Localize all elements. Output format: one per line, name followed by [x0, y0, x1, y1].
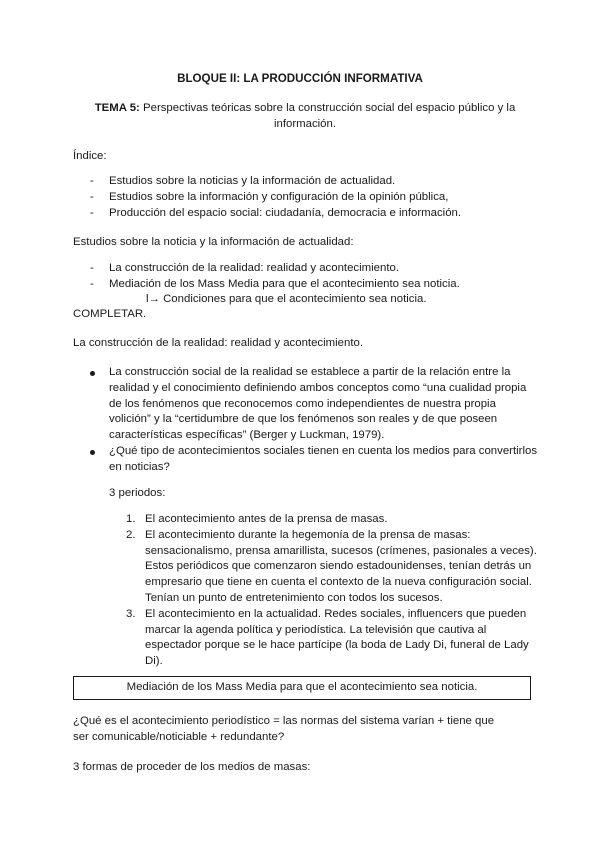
periods-label: 3 periodos: [109, 487, 166, 499]
bullet-item: La construcción social de la realidad se establece a partir de la relación entre la realidad y el conocimiento definiendo ambos conceptos como “una cualidad propia de los fenómenos que reconocemos como independientes de nuestra propia volición” y la “certidumbre de que los fenómenos son reales y de que poseen características específicas” (Berger y Luckman, 1979). [109, 365, 539, 444]
periods-list [126, 512, 540, 670]
index-list [90, 174, 529, 221]
document-title: BLOQUE II: LA PRODUCCIÓN INFORMATIVA [177, 72, 423, 85]
boxed-heading [73, 676, 531, 700]
topic-label: TEMA 5: [94, 102, 140, 114]
section-heading-2: La construcción de la realidad: realidad y acontecimiento. [73, 337, 363, 349]
section-list [90, 261, 529, 293]
last-line: 3 formas de proceder de los medios de masas: [73, 761, 311, 773]
bullet-dot [90, 371, 95, 376]
completar-note: COMPLETAR. [73, 308, 147, 320]
index-item: - Estudios sobre la noticias y la información de actualidad. [90, 175, 396, 187]
period-item: 2. El acontecimiento durante la hegemonía de la prensa de masas: sensacionalismo, prensa amarillista, sucesos (crímenes, pasionales a veces). Estos periódicos que comenzaron siendo estadounidenses, tenían detrás un empresario que tiene en cuenta el contexto de la nueva configuración social. Tenían un punto de entretenimiento con todos los sucesos. [126, 528, 537, 604]
sub-item: l→ Condiciones para que el acontecimiento sea noticia. [146, 293, 427, 305]
bullet-item: ¿Qué tipo de acontecimientos sociales tienen en cuenta los medios para convertirlos en noticias? [109, 444, 539, 476]
index-item: - Estudios sobre la información y configuración de la opinión pública, [90, 190, 449, 203]
question-paragraph: ¿Qué es el acontecimiento periodístico = las normas del sistema varían + tiene que ser comunicable/noticiable + redundante? [73, 715, 495, 743]
bullet-list [109, 365, 539, 476]
section-heading: Estudios sobre la noticia y la información de actualidad: [73, 236, 354, 248]
boxed-heading-text: Mediación de los Mass Media para que el acontecimiento sea noticia. [126, 681, 478, 694]
section-item: - Mediación de los Mass Media para que el acontecimiento sea noticia. [90, 277, 460, 290]
period-item: 3. El acontecimiento en la actualidad. Redes sociales, influencers que pueden marcar la agenda política y periodística. La televisión que cautiva al espectador porque se le hace partícipe (la boda de Lady Di, funeral de Lady Di). [126, 607, 529, 668]
index-item: - Producción del espacio social: ciudadanía, democracia e información. [90, 206, 462, 219]
index-label: Índice: [73, 150, 107, 162]
period-item: 1. El acontecimiento antes de la prensa de masas. [126, 513, 388, 525]
section-item: - La construcción de la realidad: realidad y acontecimiento. [90, 262, 399, 274]
topic-text: Perspectivas teóricas sobre la construcción social del espacio público y la información. [139, 102, 516, 130]
topic-subtitle [90, 101, 520, 133]
bullet-dot [90, 450, 95, 455]
